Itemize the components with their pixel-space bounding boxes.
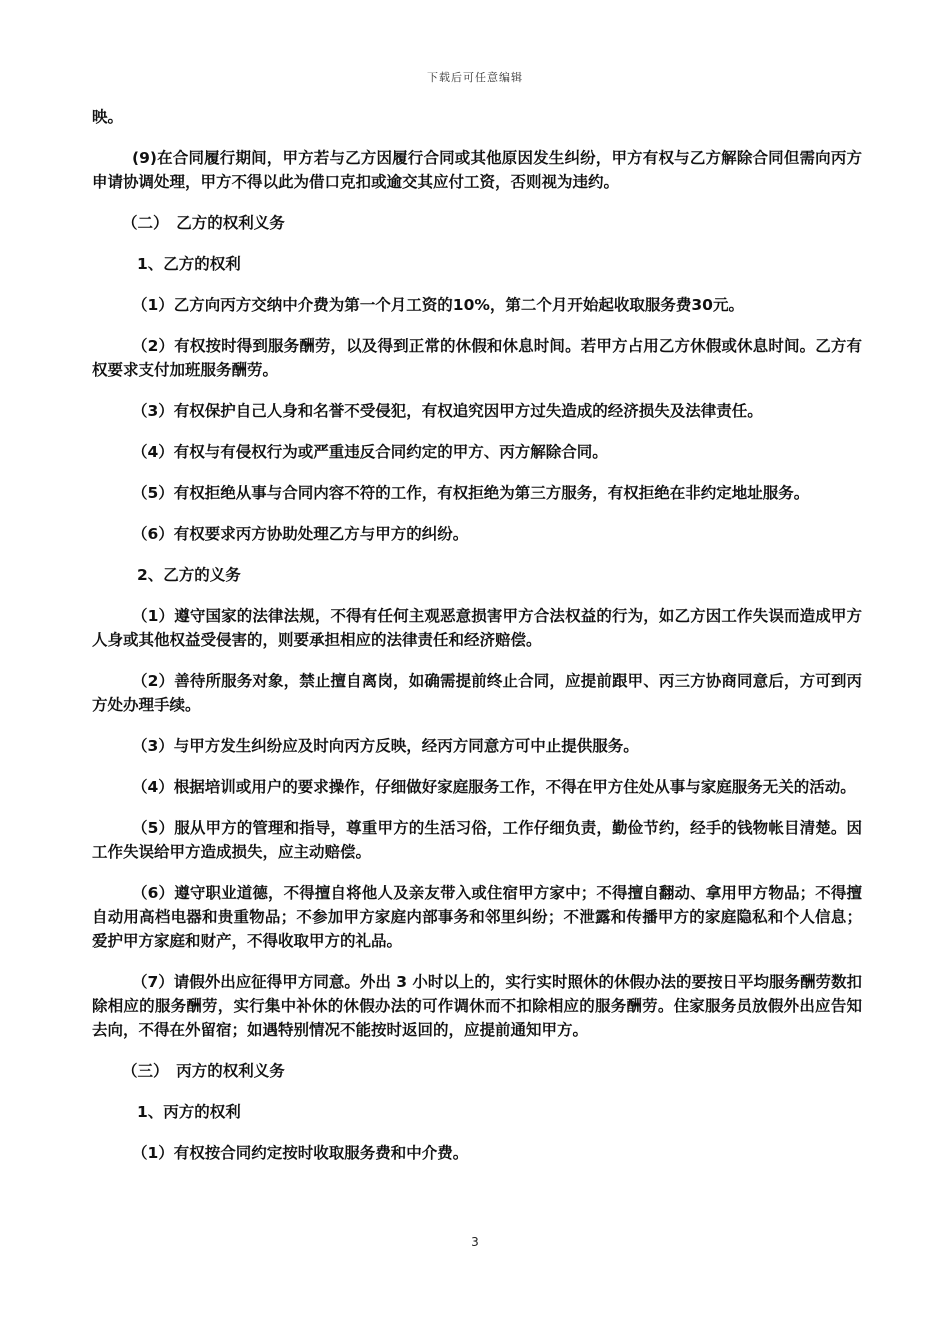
rights-item-6: （6）有权要求丙方协助处理乙方与甲方的纠纷。: [132, 525, 469, 543]
section-heading-2: （二） 乙方的权利义务: [122, 214, 285, 232]
obligations-item-7: （7）请假外出应征得甲方同意。外出 3 小时以上的，实行实时照休的休假办法的要按日平均服务酬劳数扣除相应的服务酬劳，实行集中补休的休假办法的可作调休而不扣除相应的服务酬劳。住家服务员放假外出应告知去向，不得在外留宿；如遇特别情况不能按时返回的，应提前通知甲方。: [92, 973, 862, 1039]
rights-item-4: （4）有权与有侵权行为或严重违反合同约定的甲方、丙方解除合同。: [132, 443, 608, 461]
obligations-item-3: （3）与甲方发生纠纷应及时向丙方反映，经丙方同意方可中止提供服务。: [132, 737, 639, 755]
obligations-item-1: （1）遵守国家的法律法规，不得有任何主观恶意损害甲方合法权益的行为，如乙方因工作失误而造成甲方人身或其他权益受侵害的，则要承担相应的法律责任和经济赔偿。: [92, 607, 862, 649]
paragraph-continuation: 映。: [92, 108, 124, 126]
document-body: [92, 100, 862, 1165]
page-number: 3: [471, 1235, 479, 1249]
rights-item-1: （1）乙方向丙方交纳中介费为第一个月工资的10%，第二个月开始起收取服务费30元。: [132, 296, 744, 314]
party-c-rights-item-1: （1）有权按合同约定按时收取服务费和中介费。: [132, 1144, 469, 1162]
subheading-party-c-rights: 1、丙方的权利: [137, 1103, 241, 1121]
obligations-item-5: （5）服从甲方的管理和指导，尊重甲方的生活习俗，工作仔细负责，勤俭节约，经手的钱物帐目清楚。因工作失误给甲方造成损失，应主动赔偿。: [92, 819, 862, 861]
obligations-item-6: （6）遵守职业道德，不得擅自将他人及亲友带入或住宿甲方家中；不得擅自翻动、拿用甲方物品；不得擅自动用高档电器和贵重物品；不参加甲方家庭内部事务和邻里纠纷；不泄露和传播甲方的家庭隐私和个人信息；爱护甲方家庭和财产，不得收取甲方的礼品。: [92, 884, 862, 950]
paragraph-item-9: (9)在合同履行期间，甲方若与乙方因履行合同或其他原因发生纠纷，甲方有权与乙方解除合同但需向丙方申请协调处理，甲方不得以此为借口克扣或逾交其应付工资，否则视为违约。: [92, 149, 862, 191]
obligations-item-4: （4）根据培训或用户的要求操作，仔细做好家庭服务工作，不得在甲方住处从事与家庭服务无关的活动。: [132, 778, 856, 796]
rights-item-5: （5）有权拒绝从事与合同内容不符的工作，有权拒绝为第三方服务，有权拒绝在非约定地址服务。: [132, 484, 810, 502]
subheading-party-b-rights: 1、乙方的权利: [137, 255, 241, 273]
rights-item-2: （2）有权按时得到服务酬劳，以及得到正常的休假和休息时间。若甲方占用乙方休假或休息时间。乙方有权要求支付加班服务酬劳。: [92, 337, 862, 379]
obligations-item-2: （2）善待所服务对象，禁止擅自离岗，如确需提前终止合同，应提前跟甲、丙三方协商同意后，方可到丙方处办理手续。: [92, 672, 862, 714]
section-heading-3: （三） 丙方的权利义务: [122, 1062, 285, 1080]
rights-item-3: （3）有权保护自己人身和名誉不受侵犯，有权追究因甲方过失造成的经济损失及法律责任。: [132, 402, 763, 420]
subheading-party-b-obligations: 2、乙方的义务: [137, 566, 241, 584]
page-header: 下载后可任意编辑: [427, 71, 523, 84]
